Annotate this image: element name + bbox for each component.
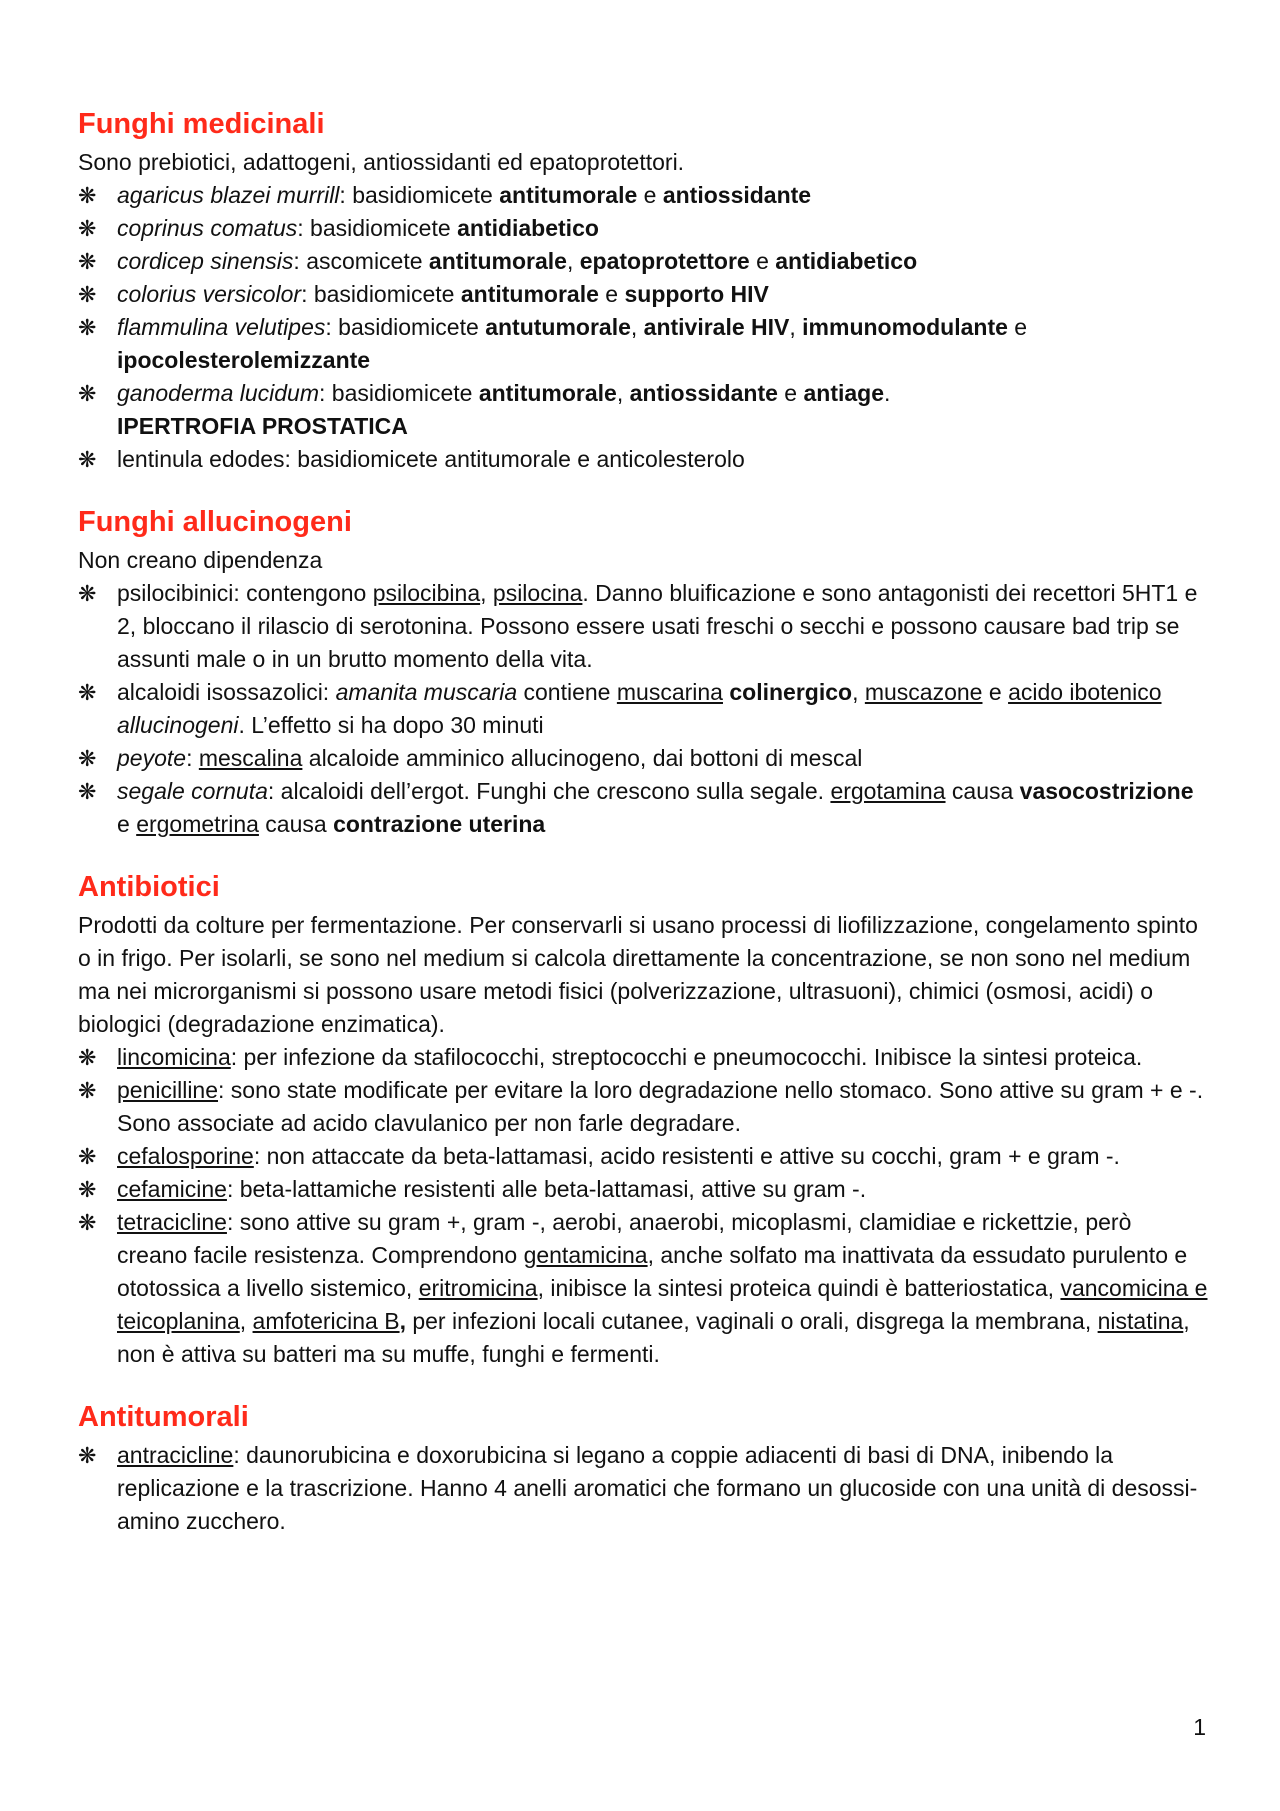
text-run: e xyxy=(777,380,804,406)
text-run: , xyxy=(239,1308,253,1334)
list-item xyxy=(78,377,1208,443)
text-run: amfotericina B xyxy=(252,1308,400,1334)
text-run: peyote xyxy=(117,745,187,771)
asterisk-bullet-icon: ❋ xyxy=(78,1177,97,1202)
asterisk-bullet-icon: ❋ xyxy=(78,315,97,340)
asterisk-bullet-icon: ❋ xyxy=(78,1144,97,1169)
asterisk-bullet-icon: ❋ xyxy=(78,1210,97,1235)
text-run: per infezioni locali cutanee, vaginali o orali, disgrega la membrana, xyxy=(405,1308,1098,1334)
section-antibiotici xyxy=(78,867,1208,1371)
text-run: contrazione uterina xyxy=(333,811,546,837)
list-item xyxy=(78,179,1208,212)
list-item xyxy=(78,311,1208,377)
text-run: tetracicline xyxy=(117,1209,227,1235)
text-run: . Danno bluificazione e sono antagonisti dei recettori 5HT1 e 2, bloccano il rilascio di serotonina. Possono essere usati freschi o secchi e possono causare bad trip se assunti male o in un brutto momento della vita. xyxy=(117,580,1198,672)
text-run: : alcaloidi dell’ergot. Funghi che crescono sulla segale. xyxy=(267,778,831,804)
text-run: muscarina xyxy=(616,679,723,705)
text-run: cefamicine xyxy=(117,1176,227,1202)
text-run: : basidiomicete xyxy=(325,314,486,340)
list-item xyxy=(78,1140,1208,1173)
text-run: agaricus blazei murrill xyxy=(117,182,340,208)
text-run: e xyxy=(982,679,1009,705)
text-run: gentamicina xyxy=(523,1242,648,1268)
text-run: contiene xyxy=(517,679,617,705)
text-run: lincomicina xyxy=(117,1044,231,1070)
text-run: . L’effetto si ha dopo 30 minuti xyxy=(238,712,544,738)
text-run: muscazone xyxy=(864,679,983,705)
asterisk-bullet-icon: ❋ xyxy=(78,249,97,274)
text-run: nistatina xyxy=(1097,1308,1184,1334)
text-run: , inibisce la sintesi proteica quindi è batteriostatica, xyxy=(537,1275,1061,1301)
text-run: IPERTROFIA PROSTATICA xyxy=(117,413,408,439)
text-run: antiossidante xyxy=(629,380,778,406)
bullet-list xyxy=(78,1041,1208,1371)
section-intro: Sono prebiotici, adattogeni, antiossidanti ed epatoprotettori. xyxy=(78,149,685,175)
text-run: colorius versicolor xyxy=(117,281,302,307)
text-run: coprinus comatus xyxy=(117,215,298,241)
text-run: supporto HIV xyxy=(624,281,769,307)
text-run: antutumorale xyxy=(485,314,631,340)
text-run: flammulina velutipes xyxy=(117,314,326,340)
text-run: : daunorubicina e doxorubicina si legano a coppie adiacenti di basi di DNA, inibendo la replicazione e la trascrizione. Hanno 4 anelli aromatici che formano un glucoside con una unità di desossi-amino zucchero. xyxy=(117,1442,1198,1534)
bullet-list xyxy=(78,1439,1208,1538)
text-run: mescalina xyxy=(198,745,303,771)
list-item xyxy=(78,742,1208,775)
text-run: immunomodulante xyxy=(802,314,1008,340)
text-run: e xyxy=(749,248,776,274)
text-run: epatoprotettore xyxy=(579,248,750,274)
text-run: psilocibinici: contengono xyxy=(117,580,373,606)
bullet-list xyxy=(78,577,1208,841)
text-run: : per infezione da stafilococchi, streptococchi e pneumococchi. Inibisce la sintesi proteica. xyxy=(230,1044,1143,1070)
list-item xyxy=(78,577,1208,676)
text-run: cefalosporine xyxy=(117,1143,254,1169)
asterisk-bullet-icon: ❋ xyxy=(78,216,97,241)
text-run: : beta-lattamiche resistenti alle beta-lattamasi, attive su gram -. xyxy=(226,1176,867,1202)
text-run: antivirale HIV xyxy=(643,314,790,340)
text-run: segale cornuta xyxy=(117,778,268,804)
text-run: , xyxy=(789,314,803,340)
list-item xyxy=(78,1074,1208,1140)
page-number: 1 xyxy=(1193,1714,1206,1740)
text-run: amanita muscaria xyxy=(335,679,518,705)
text-run: allucinogeni xyxy=(117,712,239,738)
text-run: causa xyxy=(258,811,334,837)
text-run: antitumorale xyxy=(460,281,599,307)
text-run: , non è attiva su batteri ma su muffe, funghi e fermenti. xyxy=(117,1308,1190,1367)
text-run: psilocibina xyxy=(372,580,481,606)
section-title: Antitumorali xyxy=(78,1401,249,1433)
asterisk-bullet-icon: ❋ xyxy=(78,746,97,771)
asterisk-bullet-icon: ❋ xyxy=(78,1443,97,1468)
asterisk-bullet-icon: ❋ xyxy=(78,680,97,705)
section-funghi-allucinogeni xyxy=(78,502,1208,841)
text-run: alcaloide amminico allucinogeno, dai bottoni di mescal xyxy=(302,745,863,771)
section-funghi-medicinali xyxy=(78,104,1208,476)
text-run: vasocostrizione xyxy=(1019,778,1194,804)
text-run: antidiabetico xyxy=(775,248,918,274)
text-run: ergotamina xyxy=(830,778,946,804)
text-run: : basidiomicete xyxy=(297,215,458,241)
text-run: , xyxy=(630,314,644,340)
text-run: colinergico xyxy=(729,679,853,705)
text-run: e xyxy=(637,182,663,208)
list-item xyxy=(78,245,1208,278)
text-run: antiossidante xyxy=(662,182,812,208)
asterisk-bullet-icon: ❋ xyxy=(78,1078,97,1103)
section-antitumorali xyxy=(78,1397,1208,1538)
list-item xyxy=(78,1206,1208,1371)
text-run: , xyxy=(566,248,580,274)
list-item xyxy=(78,1173,1208,1206)
asterisk-bullet-icon: ❋ xyxy=(78,779,97,804)
text-run: , xyxy=(852,679,865,705)
text-run: : ascomicete xyxy=(293,248,429,274)
page-content xyxy=(78,104,1208,1564)
text-run: ergometrina xyxy=(136,811,259,837)
text-run: antiage xyxy=(803,380,885,406)
text-run: e xyxy=(1007,314,1028,340)
asterisk-bullet-icon: ❋ xyxy=(78,282,97,307)
list-item xyxy=(78,676,1208,742)
text-run: acido ibotenico xyxy=(1008,679,1162,705)
text-run: : non attaccate da beta-lattamasi, acido resistenti e attive su cocchi, gram + e gram -. xyxy=(253,1143,1120,1169)
text-run: e xyxy=(117,811,137,837)
text-run: antitumorale xyxy=(478,380,617,406)
text-run: antitumorale xyxy=(428,248,567,274)
text-run: penicilline xyxy=(117,1077,219,1103)
text-run: : basidiomicete xyxy=(301,281,461,307)
text-run: alcaloidi isossazolici: xyxy=(117,679,336,705)
bullet-list xyxy=(78,179,1208,476)
asterisk-bullet-icon: ❋ xyxy=(78,183,97,208)
text-run: . xyxy=(884,380,891,406)
text-run: : sono state modificate per evitare la loro degradazione nello stomaco. Sono attive su gram + e -. Sono associate ad acido clavulanico per non farle degradare. xyxy=(117,1077,1204,1136)
text-run: ipocolesterolemizzante xyxy=(117,347,371,373)
asterisk-bullet-icon: ❋ xyxy=(78,381,97,406)
text-run: , xyxy=(616,380,630,406)
asterisk-bullet-icon: ❋ xyxy=(78,1045,97,1070)
text-run: antitumorale xyxy=(499,182,638,208)
text-run: : xyxy=(186,745,199,771)
text-run: : sono attive su gram +, gram -, aerobi, anaerobi, micoplasmi, clamidiae e rickettzie, però creano facile resistenza. Comprendono xyxy=(117,1209,1132,1268)
section-title: Antibiotici xyxy=(78,871,220,903)
text-run: : basidiomicete xyxy=(319,380,479,406)
section-title: Funghi medicinali xyxy=(78,108,325,140)
list-item xyxy=(78,443,1208,476)
text-run: ganoderma lucidum xyxy=(117,380,320,406)
list-item xyxy=(78,775,1208,841)
list-item xyxy=(78,278,1208,311)
list-item xyxy=(78,1439,1208,1538)
section-title: Funghi allucinogeni xyxy=(78,506,352,538)
text-run: antidiabetico xyxy=(457,215,599,241)
text-run: , xyxy=(399,1308,406,1334)
text-run: vancomicina e teicoplanina xyxy=(117,1275,1208,1334)
asterisk-bullet-icon: ❋ xyxy=(78,447,97,472)
text-run: lentinula edodes: basidiomicete antitumorale e anticolesterolo xyxy=(117,446,745,472)
text-run: e xyxy=(598,281,625,307)
text-run: cordicep sinensis xyxy=(117,248,294,274)
text-run: : basidiomicete xyxy=(339,182,500,208)
list-item xyxy=(78,212,1208,245)
text-run: , xyxy=(480,580,493,606)
text-run: causa xyxy=(945,778,1020,804)
asterisk-bullet-icon: ❋ xyxy=(78,581,97,606)
text-run: , anche solfato ma inattivata da essudato purulento e ototossica a livello sistemico, xyxy=(117,1242,1188,1301)
text-run: psilocina xyxy=(492,580,583,606)
text-run: antracicline xyxy=(117,1442,234,1468)
text-run: eritromicina xyxy=(418,1275,538,1301)
section-intro: Prodotti da colture per fermentazione. Per conservarli si usano processi di liofilizzazione, congelamento spinto o in frigo. Per isolarli, se sono nel medium si calcola direttamente la concentrazione, se non sono nel medium ma nei microrganismi si possono usare metodi fisici (polverizzazione, ultrasuoni), chimici (osmosi, acidi) o biologici (degradazione enzimatica). xyxy=(78,912,1198,1037)
list-item xyxy=(78,1041,1208,1074)
section-intro: Non creano dipendenza xyxy=(78,547,323,573)
